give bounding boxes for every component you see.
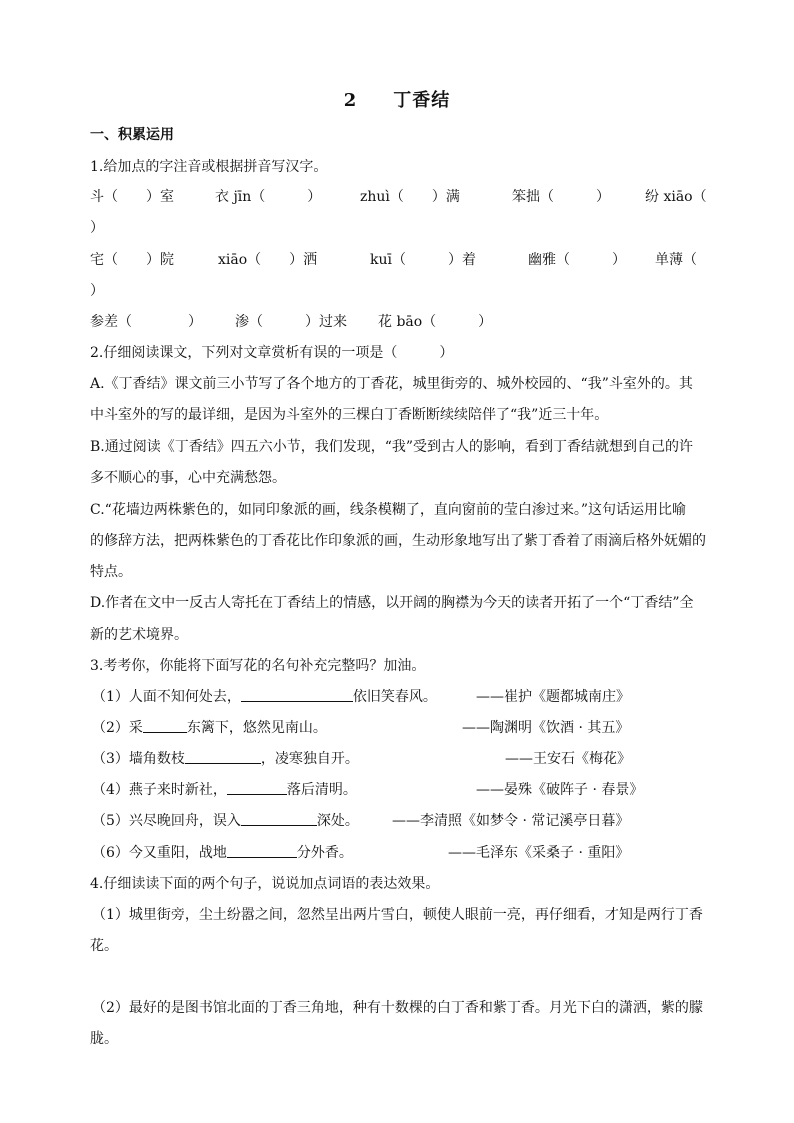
q3-item-source: ——毛泽东《采桑子 · 重阳》: [448, 845, 630, 861]
q1-item: 笨拙（ ）: [512, 189, 610, 205]
lesson-title: 丁香结: [393, 90, 451, 111]
q4-prompt: 4.仔细读读下面的两个句子，说说加点词语的表达效果。: [90, 876, 440, 892]
q3-item-pre: （6）今又重阳，战地: [92, 845, 227, 861]
q3-item: [92, 843, 353, 863]
q3-item: [92, 780, 357, 800]
q2-option-b: B.通过阅读《丁香结》四五六小节，我们发现，“我”受到古人的影响，看到丁香结就想到自己的许: [90, 439, 694, 455]
fill-blank[interactable]: [227, 843, 297, 858]
q2-option-d-cont: 新的艺术境界。: [90, 627, 188, 643]
q2-option-d: D.作者在文中一反古人寄托在丁香结上的情感，以开阔的胸襟为今天的读者开拓了一个“丁香结”全: [90, 595, 694, 611]
q2-prompt: 2.仔细阅读课文，下列对文章赏析有误的一项是（ ）: [90, 345, 454, 361]
q4-sentence-2: （2）最好的是图书馆北面的丁香三角地，种有十数棵的白丁香和紫丁香。月光下白的潇洒，紫的朦: [92, 1000, 703, 1016]
fill-blank[interactable]: [227, 780, 287, 795]
q3-item-pre: （2）采: [92, 720, 143, 736]
q4-sentence-2-cont: 胧。: [90, 1031, 118, 1047]
q3-item: [92, 718, 327, 738]
fill-blank[interactable]: [241, 811, 317, 826]
q3-item-source: ——王安石《梅花》: [505, 751, 631, 767]
q2-option-c-cont: 的修辞方法，把两株紫色的丁香花比作印象派的画，生动形象地写出了紫丁香着了雨滴后格外妩媚的: [90, 533, 706, 549]
q2-option-a: A.《丁香结》课文前三小节写了各个地方的丁香花，城里街旁的、城外校园的、“我”斗室外的。其: [90, 376, 693, 392]
q2-option-c: C.“花墙边两株紫色的，如同印象派的画，线条模糊了，直向窗前的莹白渗过来。”这句话运用比喻: [90, 502, 686, 518]
q2-option-c-cont: 特点。: [90, 564, 132, 580]
q3-item: [92, 811, 359, 831]
fill-blank[interactable]: [143, 718, 187, 733]
q1-item: kuī（ ）着: [370, 252, 476, 268]
lesson-number: 2: [343, 90, 358, 111]
q3-item: [92, 687, 437, 707]
section-heading: 一、积累运用: [90, 127, 174, 143]
q3-item-post: 依旧笑春风。: [352, 689, 437, 705]
q3-item-source: ——晏殊《破阵子 · 春景》: [476, 782, 644, 798]
q4-sentence-1: （1）城里街旁，尘土纷嚣之间，忽然呈出两片雪白，顿使人眼前一亮，再仔细看，才知是两行丁香: [92, 907, 703, 923]
q3-item-pre: （4）燕子来时新社，: [92, 782, 227, 798]
q3-item-post: 分外香。: [296, 845, 353, 861]
q3-item-post: 东篱下，悠然见南山。: [186, 720, 327, 736]
q1-item: 单薄（: [655, 252, 697, 268]
q2-option-a-cont: 中斗室外的写的最详细，是因为斗室外的三棵白丁香断断续续陪伴了“我”近三十年。: [90, 407, 609, 423]
q1-item: 纷 xiāo（: [645, 189, 707, 205]
q1-item: 渗（ ）过来: [235, 314, 347, 330]
q3-item-pre: （5）兴尽晚回舟，误入: [92, 813, 241, 829]
q3-item: [92, 749, 359, 769]
q2-option-b-cont: 多不顺心的事，心中充满愁怨。: [90, 470, 286, 486]
q3-item-source: ——陶渊明《饮酒 · 其五》: [462, 720, 630, 736]
q4-sentence-1-cont: 花。: [90, 938, 118, 954]
q3-prompt: 3.考考你，你能将下面写花的名句补充完整吗？加油。: [90, 658, 426, 674]
q1-item: 斗（ ）室: [90, 189, 174, 205]
q3-item-post: 落后清明。: [286, 782, 357, 798]
q1-item-wrap: ）: [90, 220, 104, 236]
fill-blank[interactable]: [185, 749, 261, 764]
q1-prompt: 1.给加点的字注音或根据拼音写汉字。: [90, 159, 328, 175]
fill-blank[interactable]: [241, 687, 353, 702]
q3-item-pre: （3）墙角数枝: [92, 751, 185, 767]
page-title: [0, 86, 794, 112]
q1-item: 花 bāo（ ）: [378, 314, 493, 330]
q3-item-source: ——李清照《如梦令 · 常记溪亭日暮》: [392, 813, 630, 829]
q1-item: zhuì（ ）满: [360, 189, 460, 205]
q3-item-source: ——崔护《题都城南庄》: [476, 689, 630, 705]
q3-item-post: 深处。: [316, 813, 359, 829]
q1-item: 参差（ ）: [90, 314, 202, 330]
q1-item-wrap: ）: [90, 283, 104, 299]
q3-item-pre: （1）人面不知何处去，: [92, 689, 241, 705]
q1-item: 衣 jīn（ ）: [215, 189, 322, 205]
q3-item-post: ，凌寒独自开。: [260, 751, 359, 767]
q1-item: xiāo（ ）洒: [218, 252, 318, 268]
q1-item: 幽雅（ ）: [528, 252, 626, 268]
q1-item: 宅（ ）院: [90, 252, 174, 268]
